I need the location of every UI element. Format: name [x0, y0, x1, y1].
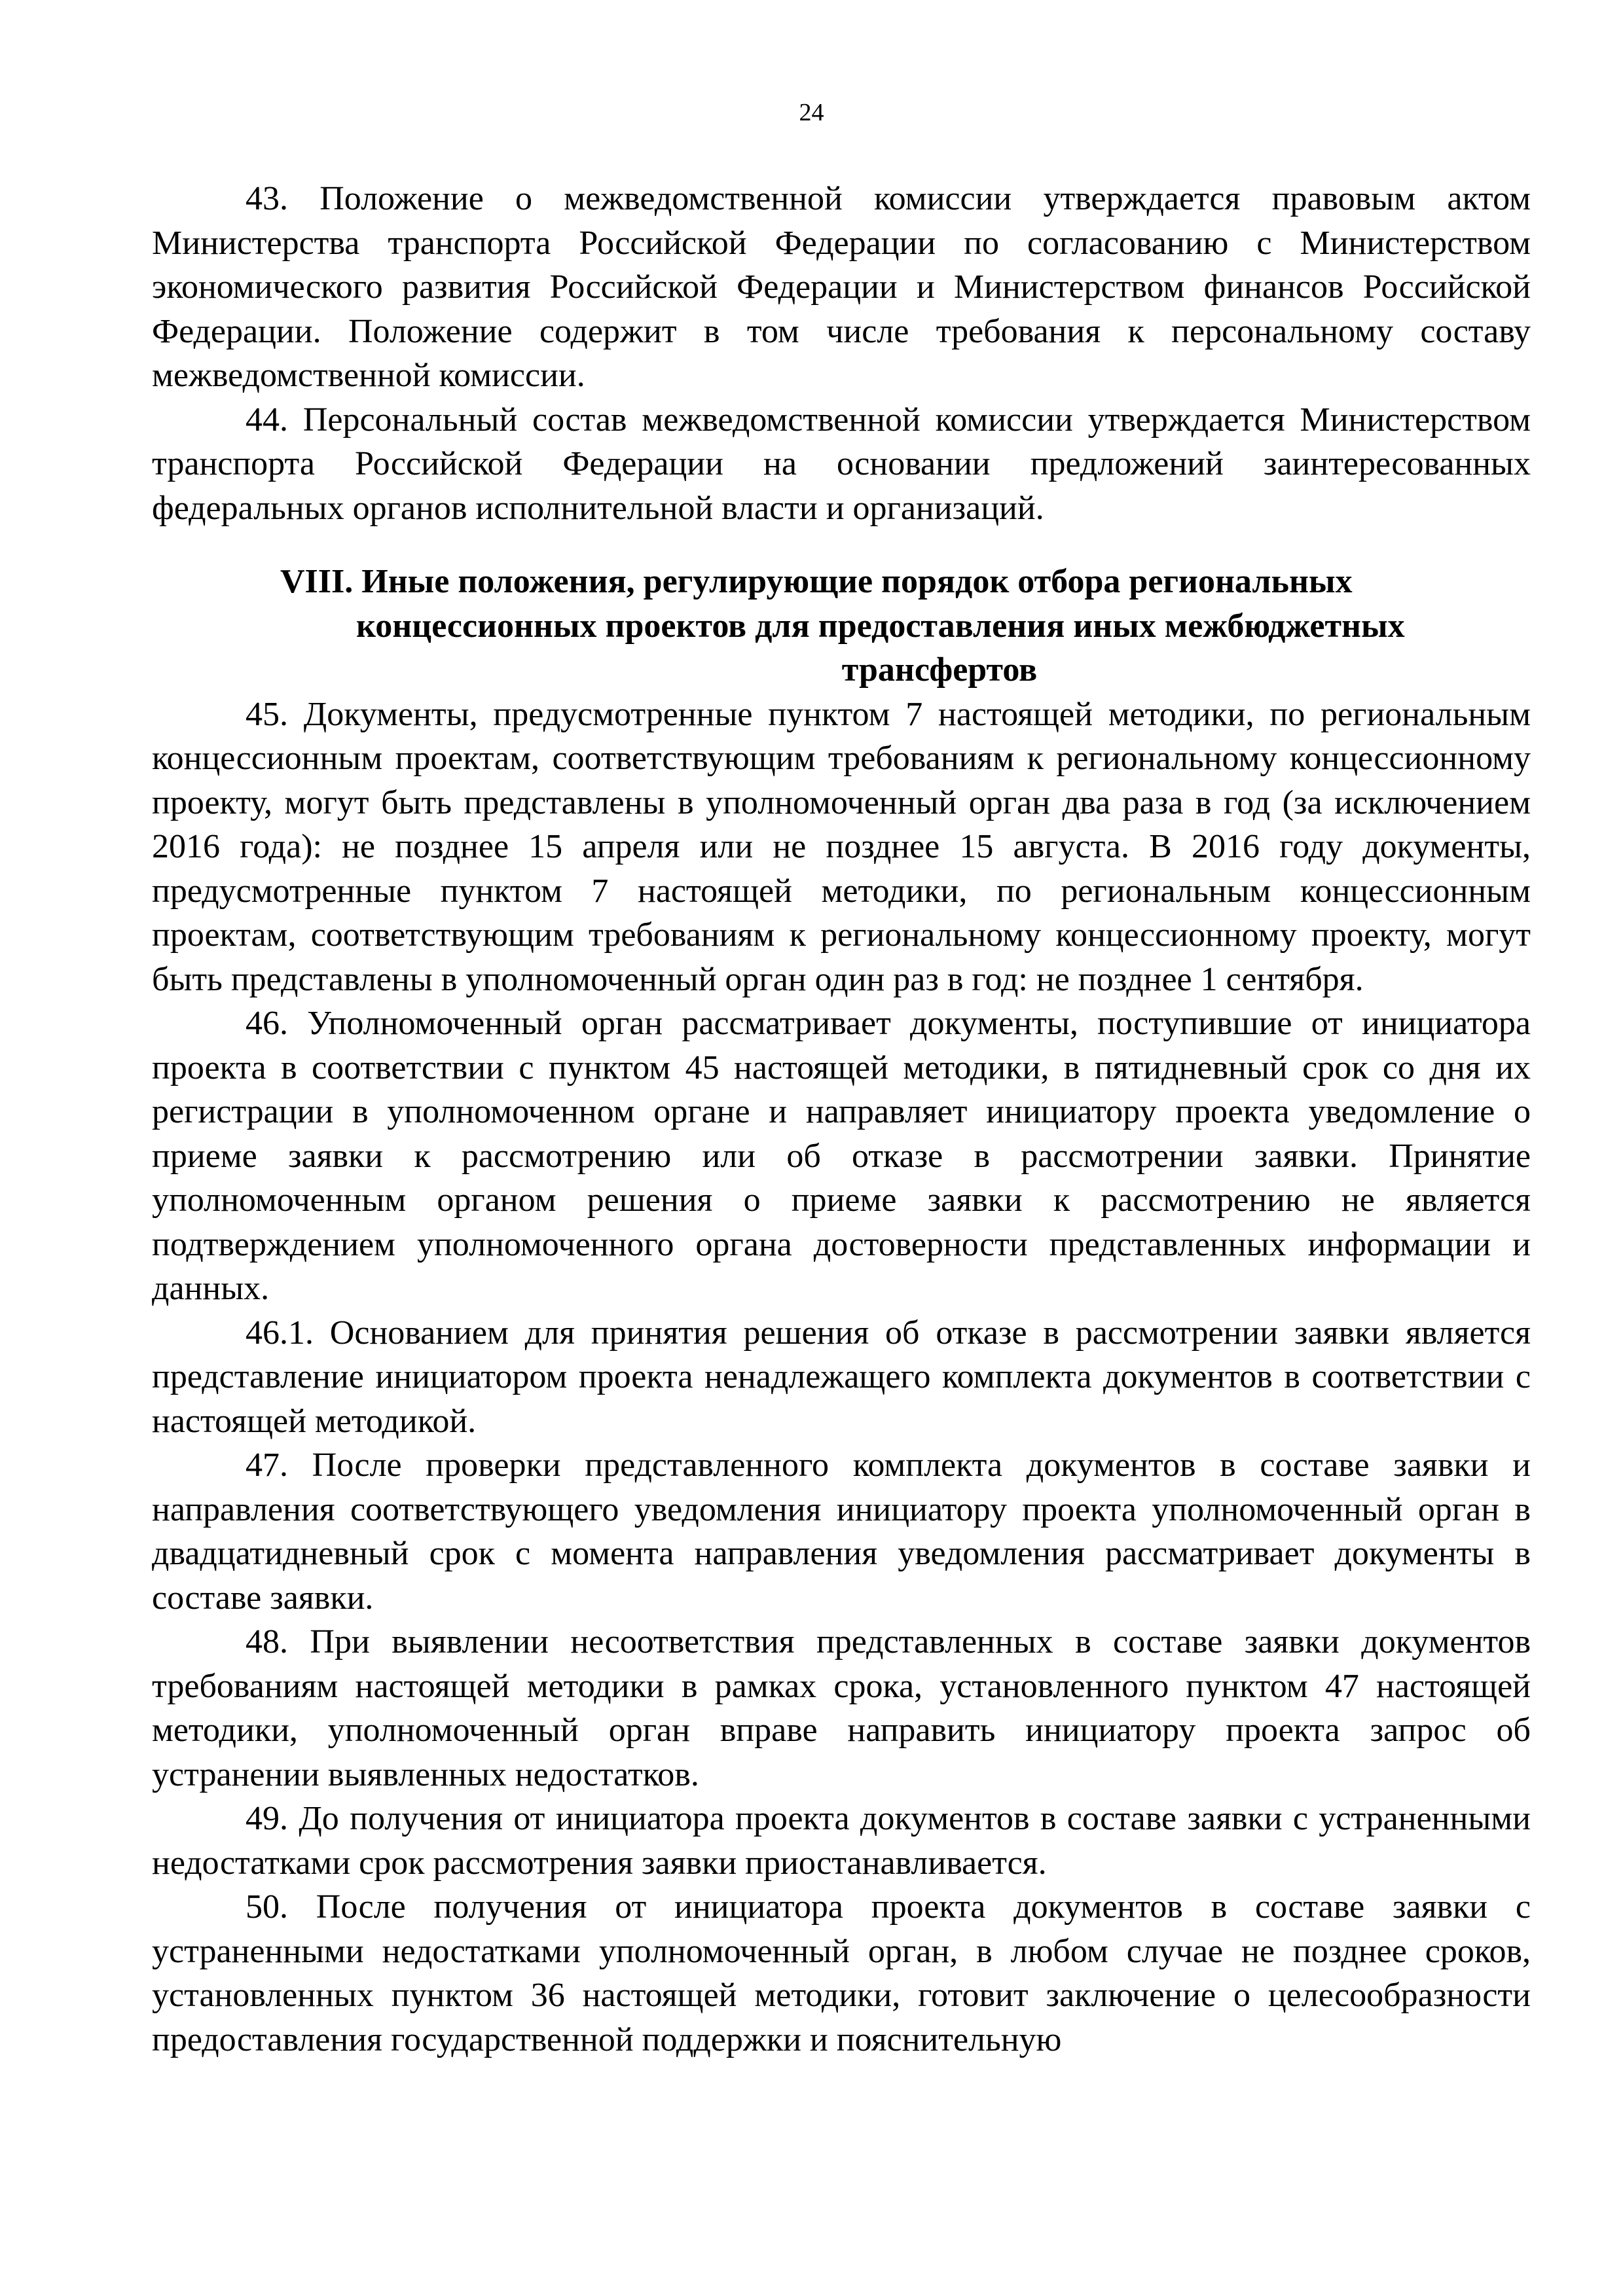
section-heading [152, 560, 1531, 692]
paragraph-48: 48. При выявлении несоответствия представленных в составе заявки документов требованиям настоящей методики в рамках срока, установленного пунктом 47 настоящей методики, уполномоченный орган вправе направить инициатору проекта запрос об устранении выявленных недостатков. [152, 1623, 1531, 1793]
paragraph-45: 45. Документы, предусмотренные пунктом 7 настоящей методики, по региональным концессионным проектам, соответствующим требованиям к региональному концессионному проекту, могут быть представлены в уполномоченный орган два раза в год (за исключением 2016 года): не позднее 15 апреля или не позднее 15 августа. В 2016 году документы, предусмотренные пунктом 7 настоящей методики, по региональным концессионным проектам, соответствующим требованиям к региональному концессионному проекту, могут быть представлены в уполномоченный орган один раз в год: не позднее 1 сентября. [152, 695, 1531, 998]
paragraph-43: 43. Положение о межведомственной комиссии утверждается правовым актом Министерства транспорта Российской Федерации по согласованию с Министерством экономического развития Российской Федерации и Министерством финансов Российской Федерации. Положение содержит в том числе требования к персональному составу межведомственной комиссии. [152, 180, 1531, 394]
document-body [152, 177, 1531, 2062]
paragraph-49: 49. До получения от инициатора проекта документов в составе заявки с устраненными недостатками срок рассмотрения заявки приостанавливается. [152, 1800, 1531, 1882]
paragraph-50: 50. После получения от инициатора проекта документов в составе заявки с устраненными недостатками уполномоченный орган, в любом случае не позднее сроков, установленных пунктом 36 настоящей методики, готовит заключение о целесообразности предоставления государственной поддержки и пояснительную [152, 1888, 1531, 2058]
paragraph-46: 46. Уполномоченный орган рассматривает документы, поступившие от инициатора проекта в соответствии с пунктом 45 настоящей методики, в пятидневный срок со дня их регистрации в уполномоченном органе и направляет инициатору проекта уведомление о приеме заявки к рассмотрению или об отказе в рассмотрении заявки. Принятие уполномоченным органом решения о приеме заявки к рассмотрению не является подтверждением уполномоченного органа достоверности представленных информации и данных. [152, 1005, 1531, 1307]
paragraph-44: 44. Персональный состав межведомственной комиссии утверждается Министерством транспорта Российской Федерации на основании предложений заинтересованных федеральных органов исполнительной власти и организаций. [152, 401, 1531, 527]
paragraph-46-1: 46.1. Основанием для принятия решения об отказе в рассмотрении заявки является представление инициатором проекта ненадлежащего комплекта документов в соответствии с настоящей методикой. [152, 1314, 1531, 1440]
page-number: 24 [799, 99, 824, 126]
section-heading-line-1: VIII. Иные положения, регулирующие порядок отбора региональных [280, 563, 1353, 600]
paragraph-47: 47. После проверки представленного комплекта документов в составе заявки и направления соответствующего уведомления инициатору проекта уполномоченный орган в двадцатидневный срок с момента направления уведомления рассматривает документы в составе заявки. [152, 1446, 1531, 1617]
section-heading-line-2: концессионных проектов для предоставления иных межбюджетных [356, 607, 1405, 645]
section-heading-line-3: трансфертов [841, 651, 1038, 689]
